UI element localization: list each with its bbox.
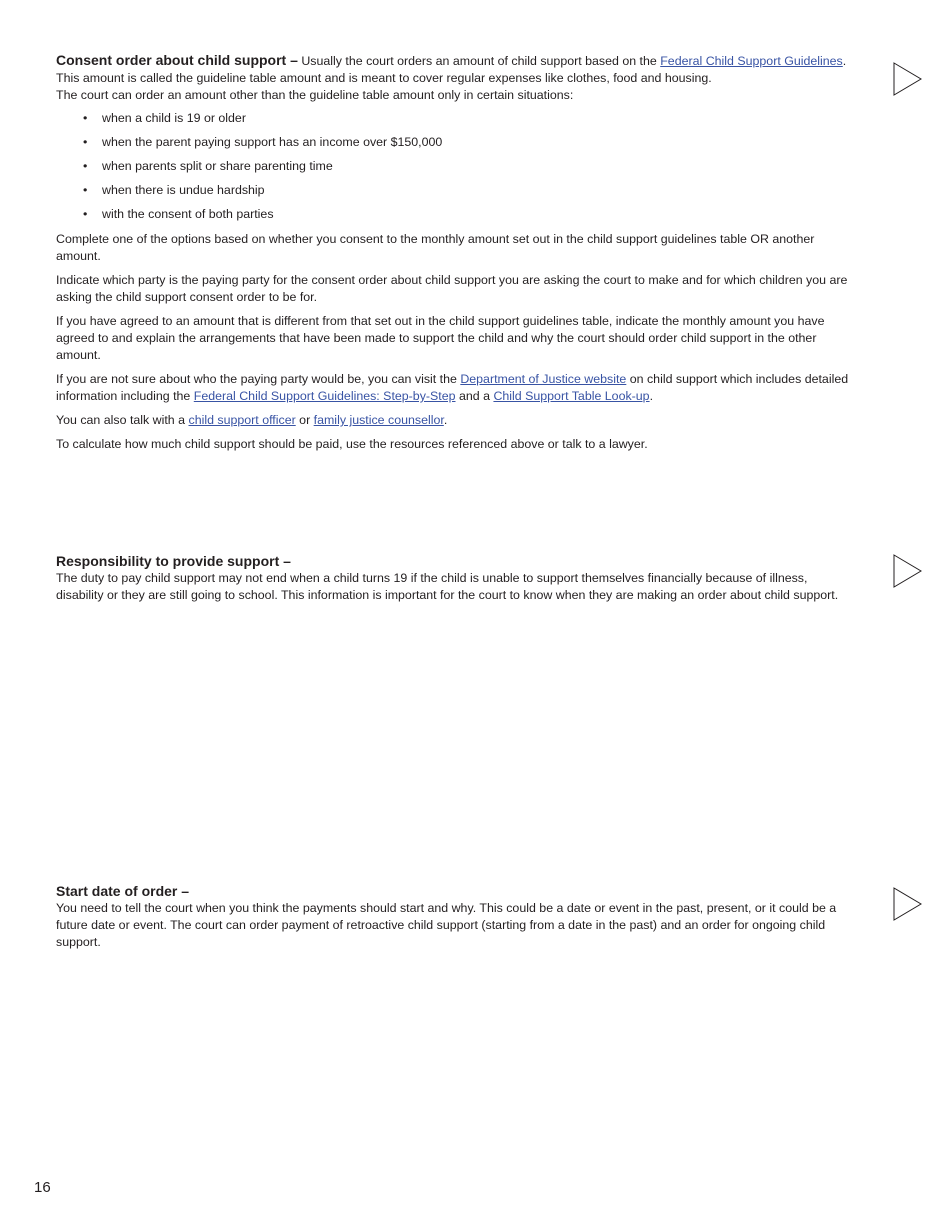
triangle-right-outline-icon: [893, 554, 923, 588]
paying-party-text: Indicate which party is the paying party for the consent order about child support you are asking the court to make and for which children you are asking the child support consent order to be for.: [56, 273, 848, 304]
page-number: 16: [34, 1179, 51, 1196]
step-by-step-link[interactable]: Federal Child Support Guidelines: Step-by-Step: [193, 389, 456, 403]
different-amount-text: If you have agreed to an amount that is different from that set out in the child support guidelines table, indicate the monthly amount you have agreed to and explain the arrangements that have been made to support the child and why the court should order child support in the other amount.: [56, 314, 825, 362]
consent-order-heading: Consent order about child support –: [56, 52, 298, 68]
child-support-officer-link[interactable]: child support officer: [188, 413, 296, 427]
punctuation: .: [443, 413, 448, 427]
text-span: You can also talk with a: [56, 413, 186, 427]
text-span: or: [299, 413, 311, 427]
justice-website-text: [56, 371, 856, 405]
start-date-body: You need to tell the court when you think the payments should start and why. This could be a date or event in the past, present, or it could be a future date or event. The court can order payment of retroactive child support (starting from a date in the past) and an order for ongoing child support.: [56, 901, 837, 949]
text-span: and a: [458, 389, 490, 403]
responsibility-body: The duty to pay child support may not end when a child turns 19 if the child is unable to support themselves financially because of illness, disability or they are still going to school. This information is important for the court to know when they are making an order about child support.: [56, 571, 839, 602]
list-item: • when there is undue hardship: [83, 182, 856, 199]
guideline-amount-text: This amount is called the guideline table amount and is meant to cover regular expenses like clothes, food and housing.: [56, 71, 712, 85]
triangle-right-outline-icon: [893, 62, 923, 96]
consent-intro-text: Usually the court orders an amount of child support based on the: [301, 54, 657, 68]
situations-list: [56, 110, 856, 223]
list-item: • when parents split or share parenting time: [83, 158, 856, 175]
responsibility-heading: Responsibility to provide support –: [56, 553, 291, 569]
text-span: If you are not sure about who the paying party would be, you can visit the: [56, 372, 457, 386]
list-item: • when a child is 19 or older: [83, 110, 856, 127]
federal-guidelines-link[interactable]: Federal Child Support Guidelines: [660, 54, 843, 68]
other-amount-text: The court can order an amount other than the guideline table amount only in certain situations:: [56, 88, 574, 102]
punctuation: .: [842, 54, 847, 68]
family-justice-counsellor-link[interactable]: family justice counsellor: [313, 413, 444, 427]
consent-order-section: [56, 52, 856, 460]
complete-option-text: Complete one of the options based on whether you consent to the monthly amount set out in the child support guidelines table OR another amount.: [56, 232, 815, 263]
talk-with-text: [56, 412, 856, 429]
responsibility-section: [56, 553, 856, 604]
list-item: • with the consent of both parties: [83, 206, 856, 223]
punctuation: .: [649, 389, 654, 403]
calculate-text: To calculate how much child support should be paid, use the resources referenced above or talk to a lawyer.: [56, 437, 648, 451]
start-date-heading: Start date of order –: [56, 883, 190, 899]
consent-intro: [56, 52, 856, 70]
department-of-justice-link[interactable]: Department of Justice website: [460, 372, 627, 386]
list-item: • when the parent paying support has an income over $150,000: [83, 134, 856, 151]
table-lookup-link[interactable]: Child Support Table Look-up: [493, 389, 650, 403]
triangle-right-outline-icon: [893, 887, 923, 921]
text-span: on child support which includes detailed information including the: [56, 372, 849, 403]
start-date-section: [56, 883, 856, 951]
